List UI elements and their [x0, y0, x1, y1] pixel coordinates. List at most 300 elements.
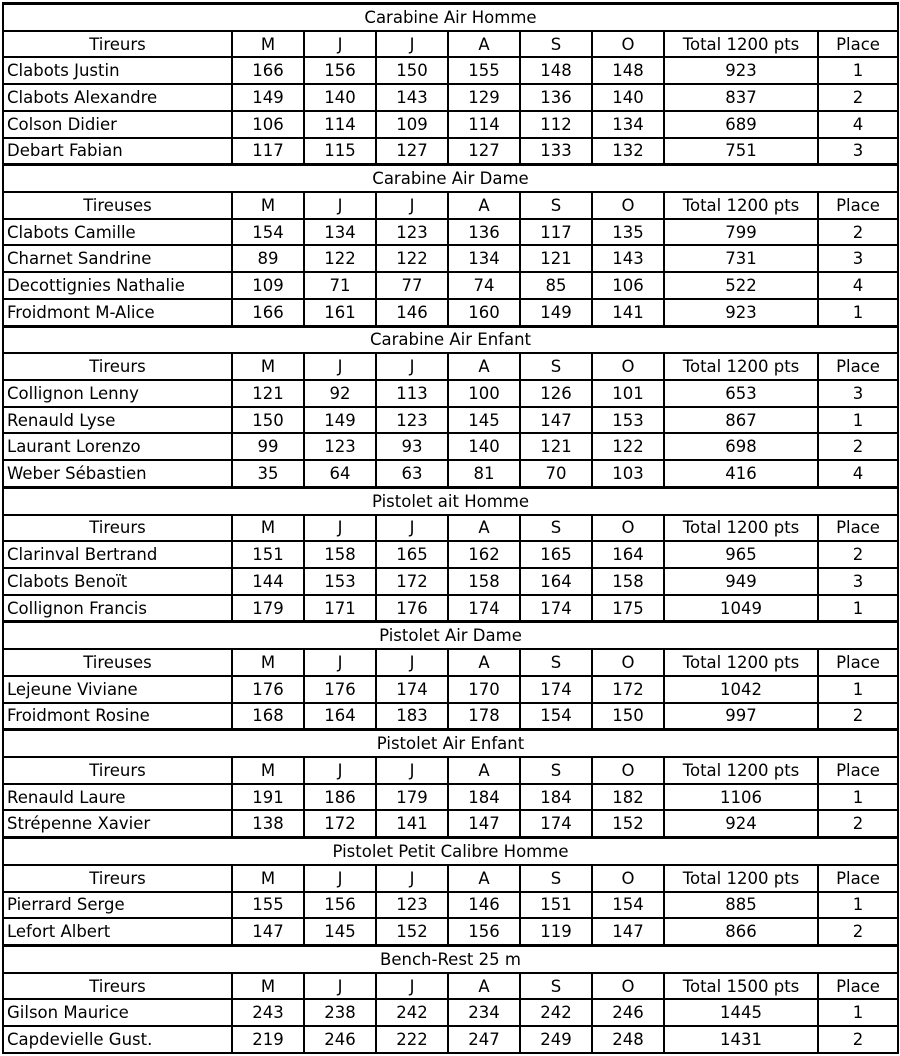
total-cell: 923: [664, 57, 818, 84]
score-cell: 134: [592, 111, 664, 138]
place-cell: 1: [818, 57, 898, 84]
score-cell: 147: [520, 407, 592, 434]
participant-header: Tireurs: [3, 973, 232, 1000]
month-header: A: [448, 31, 520, 58]
section-title: Carabine Air Homme: [3, 4, 898, 31]
score-cell: 106: [232, 111, 304, 138]
score-cell: 166: [232, 299, 304, 326]
total-cell: 653: [664, 380, 818, 407]
total-cell: 1445: [664, 999, 818, 1026]
score-cell: 152: [592, 810, 664, 837]
score-cell: 156: [304, 57, 376, 84]
table-row: [3, 892, 898, 919]
score-cell: 149: [304, 407, 376, 434]
month-header: J: [376, 353, 448, 380]
score-cell: 114: [304, 111, 376, 138]
score-cell: 154: [232, 219, 304, 246]
header-row: [3, 973, 898, 1000]
section-title: Pistolet Air Enfant: [3, 730, 898, 757]
score-cell: 164: [520, 568, 592, 595]
score-cell: 122: [592, 433, 664, 460]
score-cell: 182: [592, 784, 664, 811]
month-header: S: [520, 31, 592, 58]
score-cell: 146: [448, 892, 520, 919]
score-cell: 154: [520, 703, 592, 730]
score-cell: 176: [376, 595, 448, 622]
total-header: Total 1200 pts: [664, 515, 818, 542]
total-cell: 924: [664, 810, 818, 837]
shooter-name: Weber Sébastien: [3, 460, 232, 487]
place-cell: 3: [818, 380, 898, 407]
table-row: [3, 57, 898, 84]
header-row: [3, 192, 898, 219]
total-cell: 923: [664, 299, 818, 326]
score-cell: 151: [232, 541, 304, 568]
place-header: Place: [818, 865, 898, 892]
month-header: A: [448, 865, 520, 892]
month-header: M: [232, 757, 304, 784]
table-row: [3, 407, 898, 434]
place-header: Place: [818, 649, 898, 676]
score-cell: 140: [448, 433, 520, 460]
header-row: [3, 31, 898, 58]
shooter-name: Clarinval Bertrand: [3, 541, 232, 568]
score-cell: 150: [592, 703, 664, 730]
month-header: A: [448, 757, 520, 784]
table-row: [3, 676, 898, 703]
score-cell: 145: [448, 407, 520, 434]
shooter-name: Clabots Benoït: [3, 568, 232, 595]
score-cell: 109: [232, 272, 304, 299]
month-header: O: [592, 31, 664, 58]
score-cell: 179: [376, 784, 448, 811]
shooter-name: Debart Fabian: [3, 138, 232, 165]
score-cell: 70: [520, 460, 592, 487]
place-cell: 4: [818, 111, 898, 138]
section-title-row: [3, 487, 898, 514]
score-cell: 147: [592, 918, 664, 945]
score-cell: 132: [592, 138, 664, 165]
score-cell: 64: [304, 460, 376, 487]
score-cell: 141: [592, 299, 664, 326]
place-header: Place: [818, 31, 898, 58]
score-cell: 162: [448, 541, 520, 568]
total-cell: 689: [664, 111, 818, 138]
place-cell: 2: [818, 433, 898, 460]
month-header: J: [304, 31, 376, 58]
month-header: M: [232, 515, 304, 542]
table-row: [3, 918, 898, 945]
score-cell: 85: [520, 272, 592, 299]
score-cell: 152: [376, 918, 448, 945]
score-cell: 183: [376, 703, 448, 730]
place-cell: 2: [818, 541, 898, 568]
table-row: [3, 111, 898, 138]
total-cell: 1431: [664, 1026, 818, 1053]
score-cell: 179: [232, 595, 304, 622]
month-header: O: [592, 515, 664, 542]
participant-header: Tireuses: [3, 649, 232, 676]
month-header: O: [592, 865, 664, 892]
table-row: [3, 84, 898, 111]
participant-header: Tireuses: [3, 192, 232, 219]
table-row: [3, 272, 898, 299]
shooter-name: Lejeune Viviane: [3, 676, 232, 703]
month-header: J: [376, 757, 448, 784]
score-cell: 172: [304, 810, 376, 837]
score-cell: 246: [592, 999, 664, 1026]
score-cell: 143: [592, 245, 664, 272]
table-row: [3, 810, 898, 837]
section-title-row: [3, 622, 898, 649]
month-header: M: [232, 973, 304, 1000]
score-cell: 170: [448, 676, 520, 703]
score-cell: 172: [376, 568, 448, 595]
place-header: Place: [818, 973, 898, 1000]
month-header: M: [232, 649, 304, 676]
place-cell: 1: [818, 299, 898, 326]
place-cell: 2: [818, 810, 898, 837]
place-cell: 1: [818, 595, 898, 622]
place-cell: 1: [818, 892, 898, 919]
score-cell: 145: [304, 918, 376, 945]
place-cell: 1: [818, 999, 898, 1026]
month-header: S: [520, 353, 592, 380]
score-cell: 121: [520, 245, 592, 272]
score-cell: 158: [448, 568, 520, 595]
table-row: [3, 219, 898, 246]
place-cell: 2: [818, 703, 898, 730]
score-cell: 150: [376, 57, 448, 84]
score-cell: 117: [232, 138, 304, 165]
place-header: Place: [818, 353, 898, 380]
score-cell: 109: [376, 111, 448, 138]
section-title-row: [3, 946, 898, 973]
table-row: [3, 1026, 898, 1053]
total-cell: 522: [664, 272, 818, 299]
shooter-name: Colson Didier: [3, 111, 232, 138]
score-cell: 168: [232, 703, 304, 730]
score-cell: 164: [304, 703, 376, 730]
score-cell: 117: [520, 219, 592, 246]
table-row: [3, 380, 898, 407]
table-row: [3, 999, 898, 1026]
score-cell: 219: [232, 1026, 304, 1053]
results-table: [2, 2, 899, 1054]
month-header: O: [592, 649, 664, 676]
shooter-name: Capdevielle Gust.: [3, 1026, 232, 1053]
table-row: [3, 460, 898, 487]
section-title: Pistolet Petit Calibre Homme: [3, 838, 898, 865]
total-header: Total 1200 pts: [664, 31, 818, 58]
score-cell: 153: [592, 407, 664, 434]
score-cell: 122: [376, 245, 448, 272]
score-cell: 153: [304, 568, 376, 595]
score-cell: 127: [376, 138, 448, 165]
score-cell: 149: [520, 299, 592, 326]
score-cell: 123: [376, 219, 448, 246]
shooter-name: Laurant Lorenzo: [3, 433, 232, 460]
score-cell: 144: [232, 568, 304, 595]
total-header: Total 1200 pts: [664, 353, 818, 380]
score-cell: 121: [520, 433, 592, 460]
header-row: [3, 757, 898, 784]
table-row: [3, 541, 898, 568]
section-title: Bench-Rest 25 m: [3, 946, 898, 973]
total-cell: 997: [664, 703, 818, 730]
shooter-name: Strépenne Xavier: [3, 810, 232, 837]
score-cell: 174: [448, 595, 520, 622]
participant-header: Tireurs: [3, 865, 232, 892]
total-cell: 416: [664, 460, 818, 487]
score-cell: 242: [520, 999, 592, 1026]
score-cell: 136: [448, 219, 520, 246]
place-cell: 2: [818, 918, 898, 945]
score-cell: 140: [592, 84, 664, 111]
month-header: J: [304, 865, 376, 892]
score-cell: 172: [592, 676, 664, 703]
score-cell: 176: [232, 676, 304, 703]
score-cell: 119: [520, 918, 592, 945]
score-cell: 174: [520, 595, 592, 622]
participant-header: Tireurs: [3, 353, 232, 380]
score-cell: 156: [448, 918, 520, 945]
total-cell: 867: [664, 407, 818, 434]
table-row: [3, 138, 898, 165]
section-title-row: [3, 165, 898, 192]
table-row: [3, 299, 898, 326]
shooter-name: Decottignies Nathalie: [3, 272, 232, 299]
score-cell: 92: [304, 380, 376, 407]
score-cell: 243: [232, 999, 304, 1026]
place-cell: 2: [818, 1026, 898, 1053]
score-cell: 246: [304, 1026, 376, 1053]
score-cell: 174: [520, 676, 592, 703]
total-header: Total 1200 pts: [664, 757, 818, 784]
total-cell: 1106: [664, 784, 818, 811]
score-cell: 134: [448, 245, 520, 272]
participant-header: Tireurs: [3, 515, 232, 542]
section-title-row: [3, 730, 898, 757]
shooter-name: Clabots Camille: [3, 219, 232, 246]
total-cell: 965: [664, 541, 818, 568]
shooter-name: Renauld Laure: [3, 784, 232, 811]
month-header: O: [592, 353, 664, 380]
score-cell: 222: [376, 1026, 448, 1053]
score-cell: 114: [448, 111, 520, 138]
score-cell: 141: [376, 810, 448, 837]
score-cell: 136: [520, 84, 592, 111]
month-header: A: [448, 515, 520, 542]
total-cell: 751: [664, 138, 818, 165]
place-header: Place: [818, 757, 898, 784]
score-cell: 165: [376, 541, 448, 568]
score-cell: 249: [520, 1026, 592, 1053]
score-cell: 123: [376, 892, 448, 919]
month-header: J: [376, 31, 448, 58]
score-cell: 129: [448, 84, 520, 111]
score-cell: 71: [304, 272, 376, 299]
month-header: S: [520, 757, 592, 784]
shooter-name: Collignon Francis: [3, 595, 232, 622]
total-header: Total 1500 pts: [664, 973, 818, 1000]
month-header: A: [448, 353, 520, 380]
total-cell: 949: [664, 568, 818, 595]
place-cell: 4: [818, 272, 898, 299]
month-header: O: [592, 192, 664, 219]
score-cell: 143: [376, 84, 448, 111]
total-header: Total 1200 pts: [664, 865, 818, 892]
score-cell: 100: [448, 380, 520, 407]
score-cell: 35: [232, 460, 304, 487]
shooter-name: Lefort Albert: [3, 918, 232, 945]
score-cell: 112: [520, 111, 592, 138]
score-cell: 89: [232, 245, 304, 272]
place-cell: 3: [818, 568, 898, 595]
score-cell: 248: [592, 1026, 664, 1053]
total-header: Total 1200 pts: [664, 192, 818, 219]
month-header: O: [592, 973, 664, 1000]
score-cell: 148: [592, 57, 664, 84]
month-header: J: [376, 192, 448, 219]
score-cell: 146: [376, 299, 448, 326]
score-cell: 191: [232, 784, 304, 811]
month-header: S: [520, 192, 592, 219]
score-cell: 184: [520, 784, 592, 811]
place-cell: 3: [818, 138, 898, 165]
score-cell: 140: [304, 84, 376, 111]
participant-header: Tireurs: [3, 31, 232, 58]
score-cell: 151: [520, 892, 592, 919]
place-cell: 1: [818, 784, 898, 811]
month-header: S: [520, 649, 592, 676]
month-header: A: [448, 973, 520, 1000]
score-cell: 126: [520, 380, 592, 407]
score-cell: 242: [376, 999, 448, 1026]
score-cell: 147: [448, 810, 520, 837]
section-title: Pistolet Air Dame: [3, 622, 898, 649]
total-cell: 799: [664, 219, 818, 246]
month-header: J: [304, 515, 376, 542]
place-cell: 2: [818, 219, 898, 246]
score-cell: 123: [304, 433, 376, 460]
results-table-body: [3, 4, 898, 1054]
score-cell: 160: [448, 299, 520, 326]
score-cell: 175: [592, 595, 664, 622]
table-row: [3, 245, 898, 272]
month-header: J: [376, 865, 448, 892]
participant-header: Tireurs: [3, 757, 232, 784]
table-row: [3, 433, 898, 460]
month-header: J: [304, 353, 376, 380]
score-cell: 234: [448, 999, 520, 1026]
table-row: [3, 595, 898, 622]
total-cell: 731: [664, 245, 818, 272]
total-cell: 866: [664, 918, 818, 945]
score-cell: 171: [304, 595, 376, 622]
score-cell: 155: [232, 892, 304, 919]
table-row: [3, 703, 898, 730]
score-cell: 174: [520, 810, 592, 837]
total-cell: 1042: [664, 676, 818, 703]
month-header: S: [520, 515, 592, 542]
score-cell: 99: [232, 433, 304, 460]
score-cell: 133: [520, 138, 592, 165]
month-header: S: [520, 973, 592, 1000]
score-cell: 93: [376, 433, 448, 460]
shooter-name: Pierrard Serge: [3, 892, 232, 919]
table-row: [3, 784, 898, 811]
score-cell: 148: [520, 57, 592, 84]
score-cell: 174: [376, 676, 448, 703]
score-cell: 165: [520, 541, 592, 568]
month-header: S: [520, 865, 592, 892]
total-cell: 698: [664, 433, 818, 460]
score-cell: 156: [304, 892, 376, 919]
month-header: A: [448, 649, 520, 676]
shooter-name: Renauld Lyse: [3, 407, 232, 434]
month-header: J: [304, 192, 376, 219]
month-header: J: [376, 973, 448, 1000]
place-cell: 4: [818, 460, 898, 487]
score-cell: 161: [304, 299, 376, 326]
score-cell: 166: [232, 57, 304, 84]
month-header: O: [592, 757, 664, 784]
score-cell: 63: [376, 460, 448, 487]
month-header: M: [232, 353, 304, 380]
place-header: Place: [818, 515, 898, 542]
score-cell: 121: [232, 380, 304, 407]
score-cell: 135: [592, 219, 664, 246]
section-title-row: [3, 326, 898, 353]
score-cell: 138: [232, 810, 304, 837]
section-title: Pistolet ait Homme: [3, 487, 898, 514]
shooter-name: Froidmont M-Alice: [3, 299, 232, 326]
score-cell: 134: [304, 219, 376, 246]
shooter-name: Froidmont Rosine: [3, 703, 232, 730]
section-title: Carabine Air Dame: [3, 165, 898, 192]
month-header: J: [304, 973, 376, 1000]
month-header: M: [232, 31, 304, 58]
month-header: A: [448, 192, 520, 219]
score-cell: 155: [448, 57, 520, 84]
month-header: J: [304, 757, 376, 784]
score-cell: 238: [304, 999, 376, 1026]
score-cell: 113: [376, 380, 448, 407]
place-cell: 2: [818, 84, 898, 111]
header-row: [3, 649, 898, 676]
header-row: [3, 353, 898, 380]
month-header: M: [232, 192, 304, 219]
section-title-row: [3, 838, 898, 865]
score-cell: 74: [448, 272, 520, 299]
score-cell: 147: [232, 918, 304, 945]
score-cell: 164: [592, 541, 664, 568]
score-cell: 101: [592, 380, 664, 407]
total-cell: 885: [664, 892, 818, 919]
header-row: [3, 865, 898, 892]
total-cell: 1049: [664, 595, 818, 622]
score-cell: 176: [304, 676, 376, 703]
shooter-name: Clabots Alexandre: [3, 84, 232, 111]
place-cell: 3: [818, 245, 898, 272]
score-cell: 149: [232, 84, 304, 111]
place-cell: 1: [818, 407, 898, 434]
score-cell: 158: [592, 568, 664, 595]
table-row: [3, 568, 898, 595]
score-cell: 150: [232, 407, 304, 434]
score-cell: 127: [448, 138, 520, 165]
